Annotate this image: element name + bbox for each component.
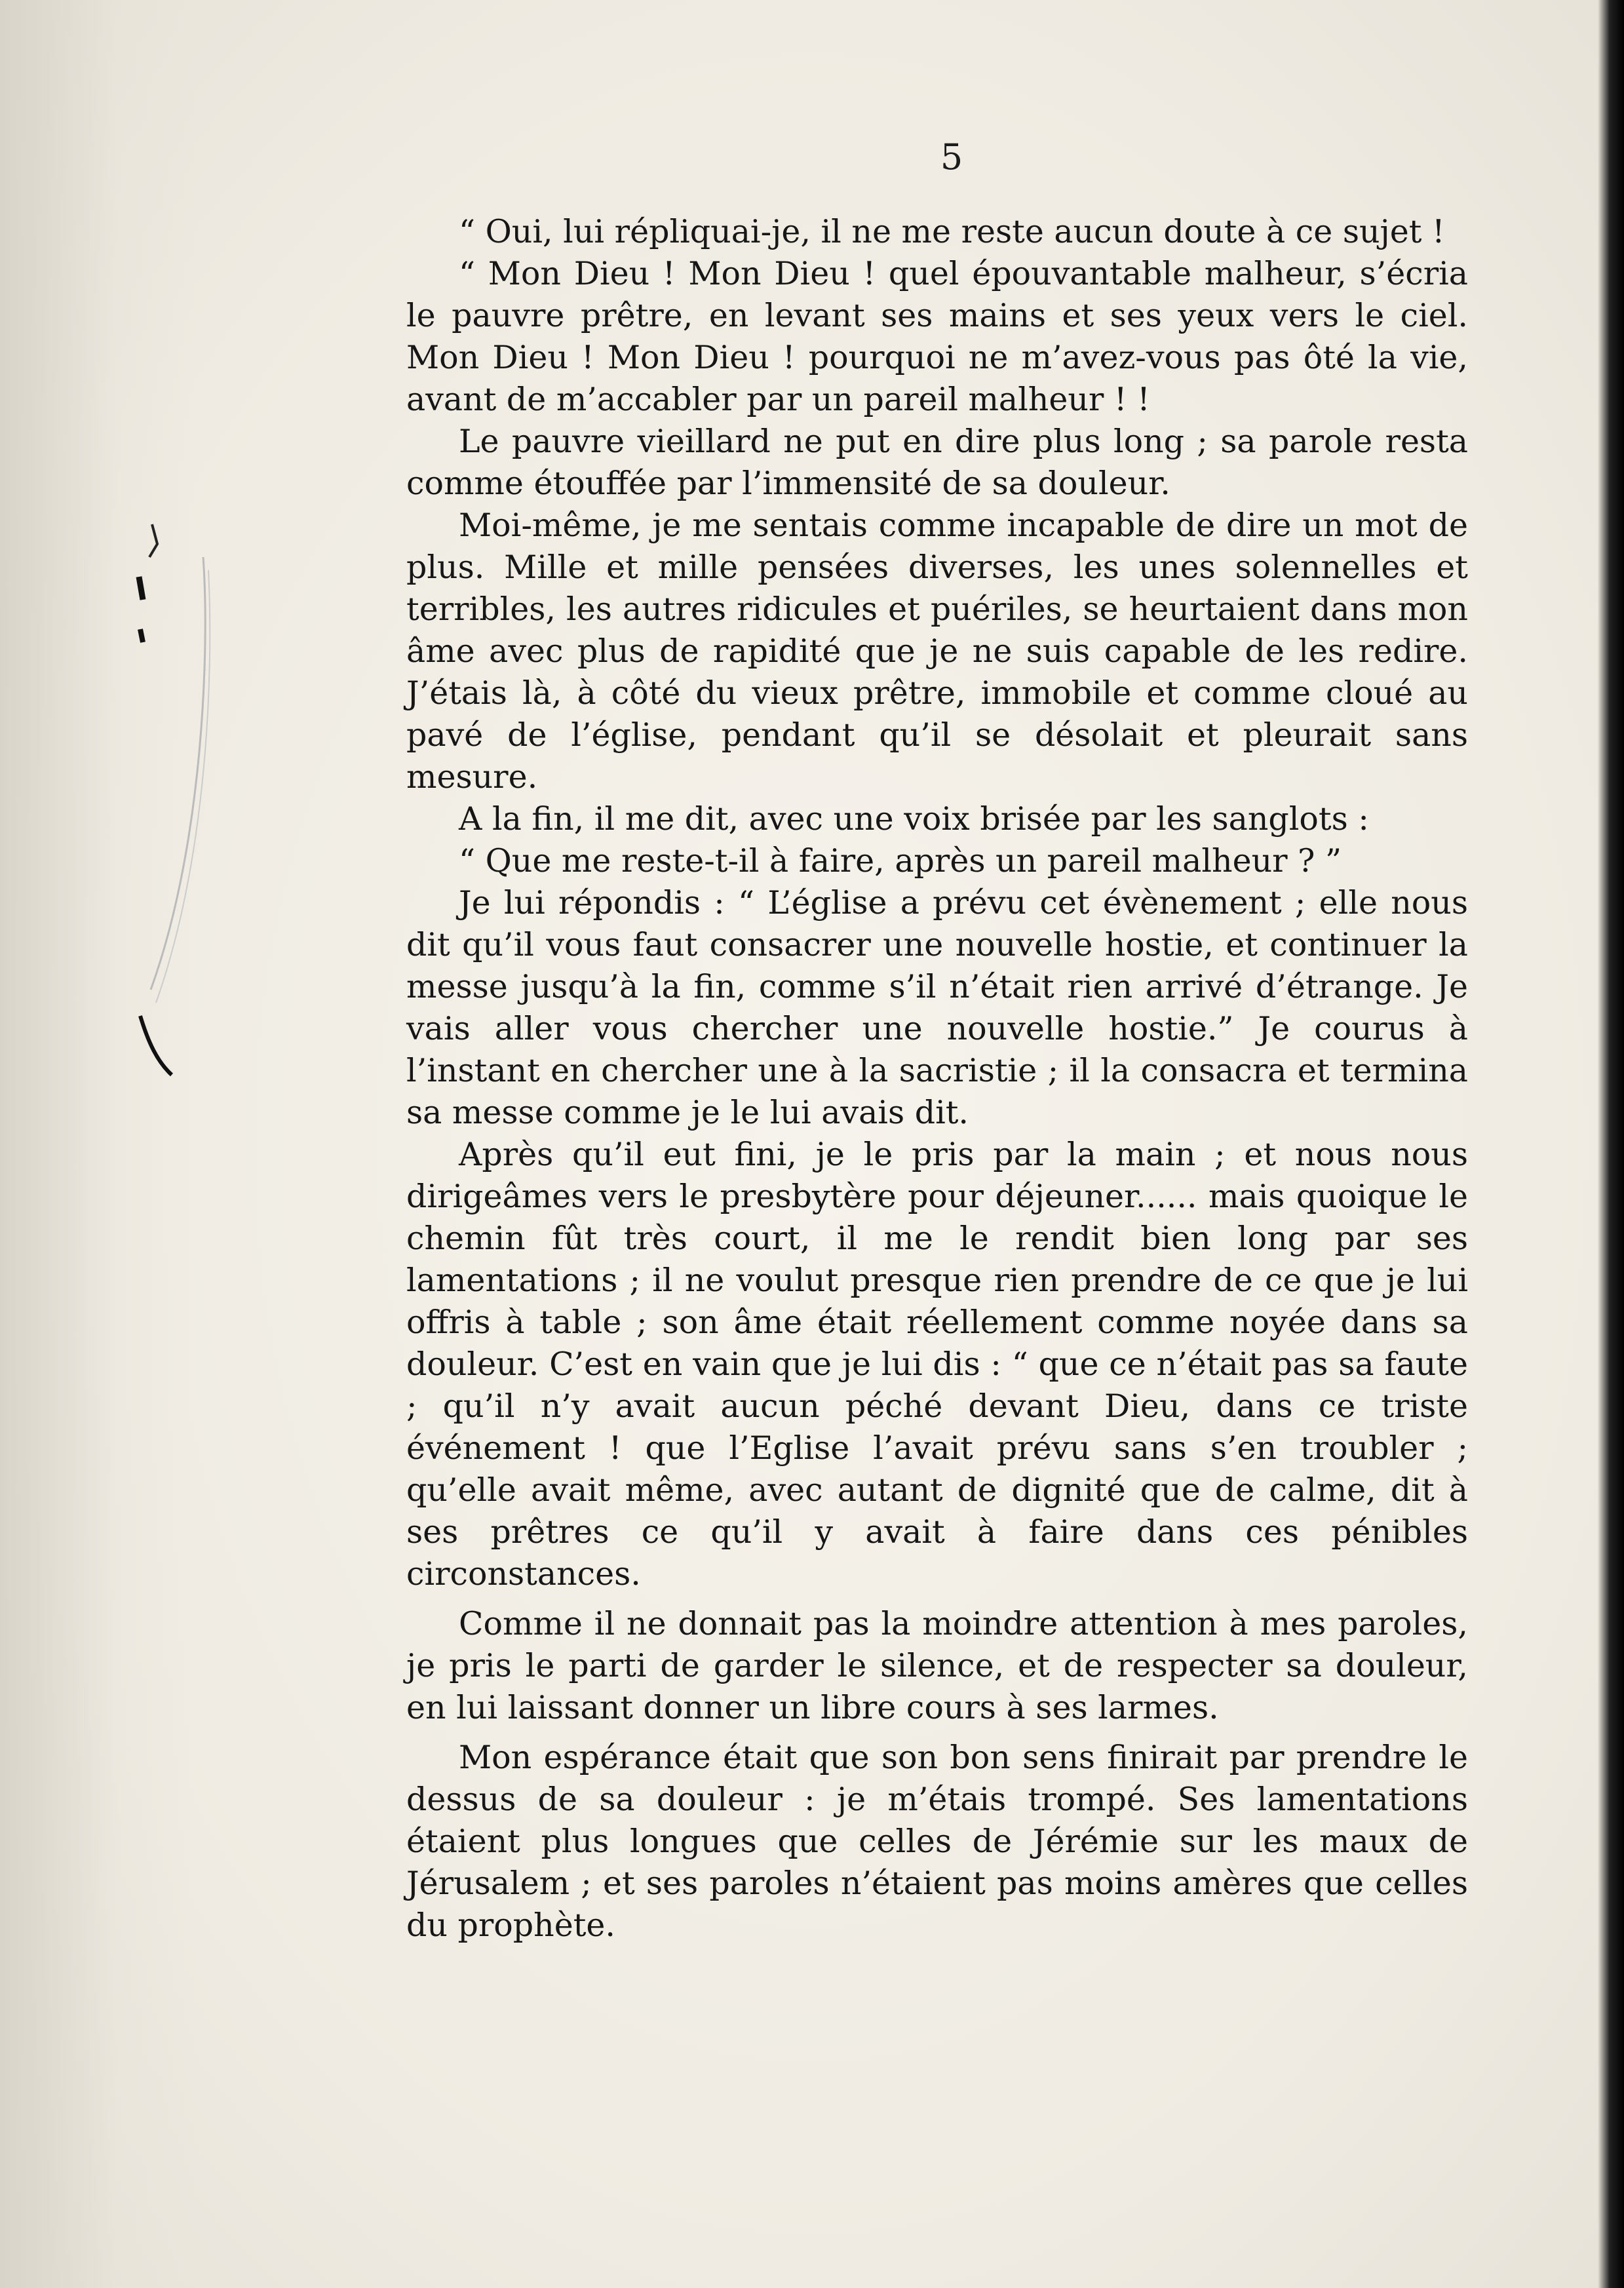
margin-ink-marks	[131, 518, 223, 1127]
paragraph: Après qu’il eut fini, je le pris par la main ; et nous nous dirigeâmes vers le presbytère pour déjeuner...... mais quoique le chemin fût très court, il me le rendit bien long par ses lamentations ; il ne voulut presque rien prendre de ce que je lui offris à table ; son âme était réellement comme noyée dans sa douleur. C’est en vain que je lui dis : “ que ce n’était pas sa faute ; qu’il n’y avait aucun péché devant Dieu, dans ce triste événement ! que l’Eglise l’avait prévu sans s’en troubler ; qu’elle avait même, avec autant de dignité que de calme, dit à ses prêtres ce qu’il y avait à faire dans ces pénibles circonstances.	[406, 1136, 1468, 1593]
paragraph: Mon espérance était que son bon sens finirait par prendre le dessus de sa douleur : je m’étais trompé. Ses lamentations étaient plus longues que celles de Jérémie sur les maux de Jérusalem ; et ses paroles n’étaient pas moins amères que celles du prophète.	[406, 1739, 1468, 1944]
paragraph: Comme il ne donnait pas la moindre attention à mes paroles, je pris le parti de garder le silence, et de respecter sa douleur, en lui laissant donner un libre cours à ses larmes.	[406, 1605, 1468, 1726]
paragraph: Je lui répondis : “ L’église a prévu cet évènement ; elle nous dit qu’il vous faut consacrer une nouvelle hostie, et continuer la messe jusqu’à la fin, comme s’il n’était rien arrivé d’étrange. Je vais aller vous chercher une nouvelle hostie.” Je courus à l’instant en chercher une à la sacristie ; il la consacra et termina sa messe comme je le lui avais dit.	[406, 884, 1468, 1131]
paragraph: “ Mon Dieu ! Mon Dieu ! quel épouvantable malheur, s’écria le pauvre prêtre, en levant ses mains et ses yeux vers le ciel. Mon Dieu ! Mon Dieu ! pourquoi ne m’avez-vous pas ôté la vie, avant de m’accabler par un pareil malheur ! !	[406, 255, 1468, 418]
paragraph: Moi-même, je me sentais comme incapable de dire un mot de plus. Mille et mille pensées diverses, les unes solennelles et terribles, les autres ridicules et puériles, se heurtaient dans mon âme avec plus de rapidité que je ne suis capable de les redire. J’étais là, à côté du vieux prêtre, immobile et comme cloué au pavé de l’église, pendant qu’il se désolait et pleurait sans mesure.	[406, 507, 1468, 796]
body-text	[406, 211, 1468, 1947]
paragraph: A la fin, il me dit, avec une voix brisée par les sanglots :	[459, 800, 1369, 838]
binding-shadow	[0, 0, 197, 2288]
page-number: 5	[940, 136, 963, 178]
paragraph: Le pauvre vieillard ne put en dire plus long ; sa parole resta comme étouffée par l’immensité de sa douleur.	[406, 423, 1468, 502]
paragraph: “ Que me reste-t-il à faire, après un pareil malheur ? ”	[459, 842, 1342, 880]
paragraph: “ Oui, lui répliquai-je, il ne me reste aucun doute à ce sujet !	[459, 213, 1445, 250]
page-edge	[1598, 0, 1624, 2288]
